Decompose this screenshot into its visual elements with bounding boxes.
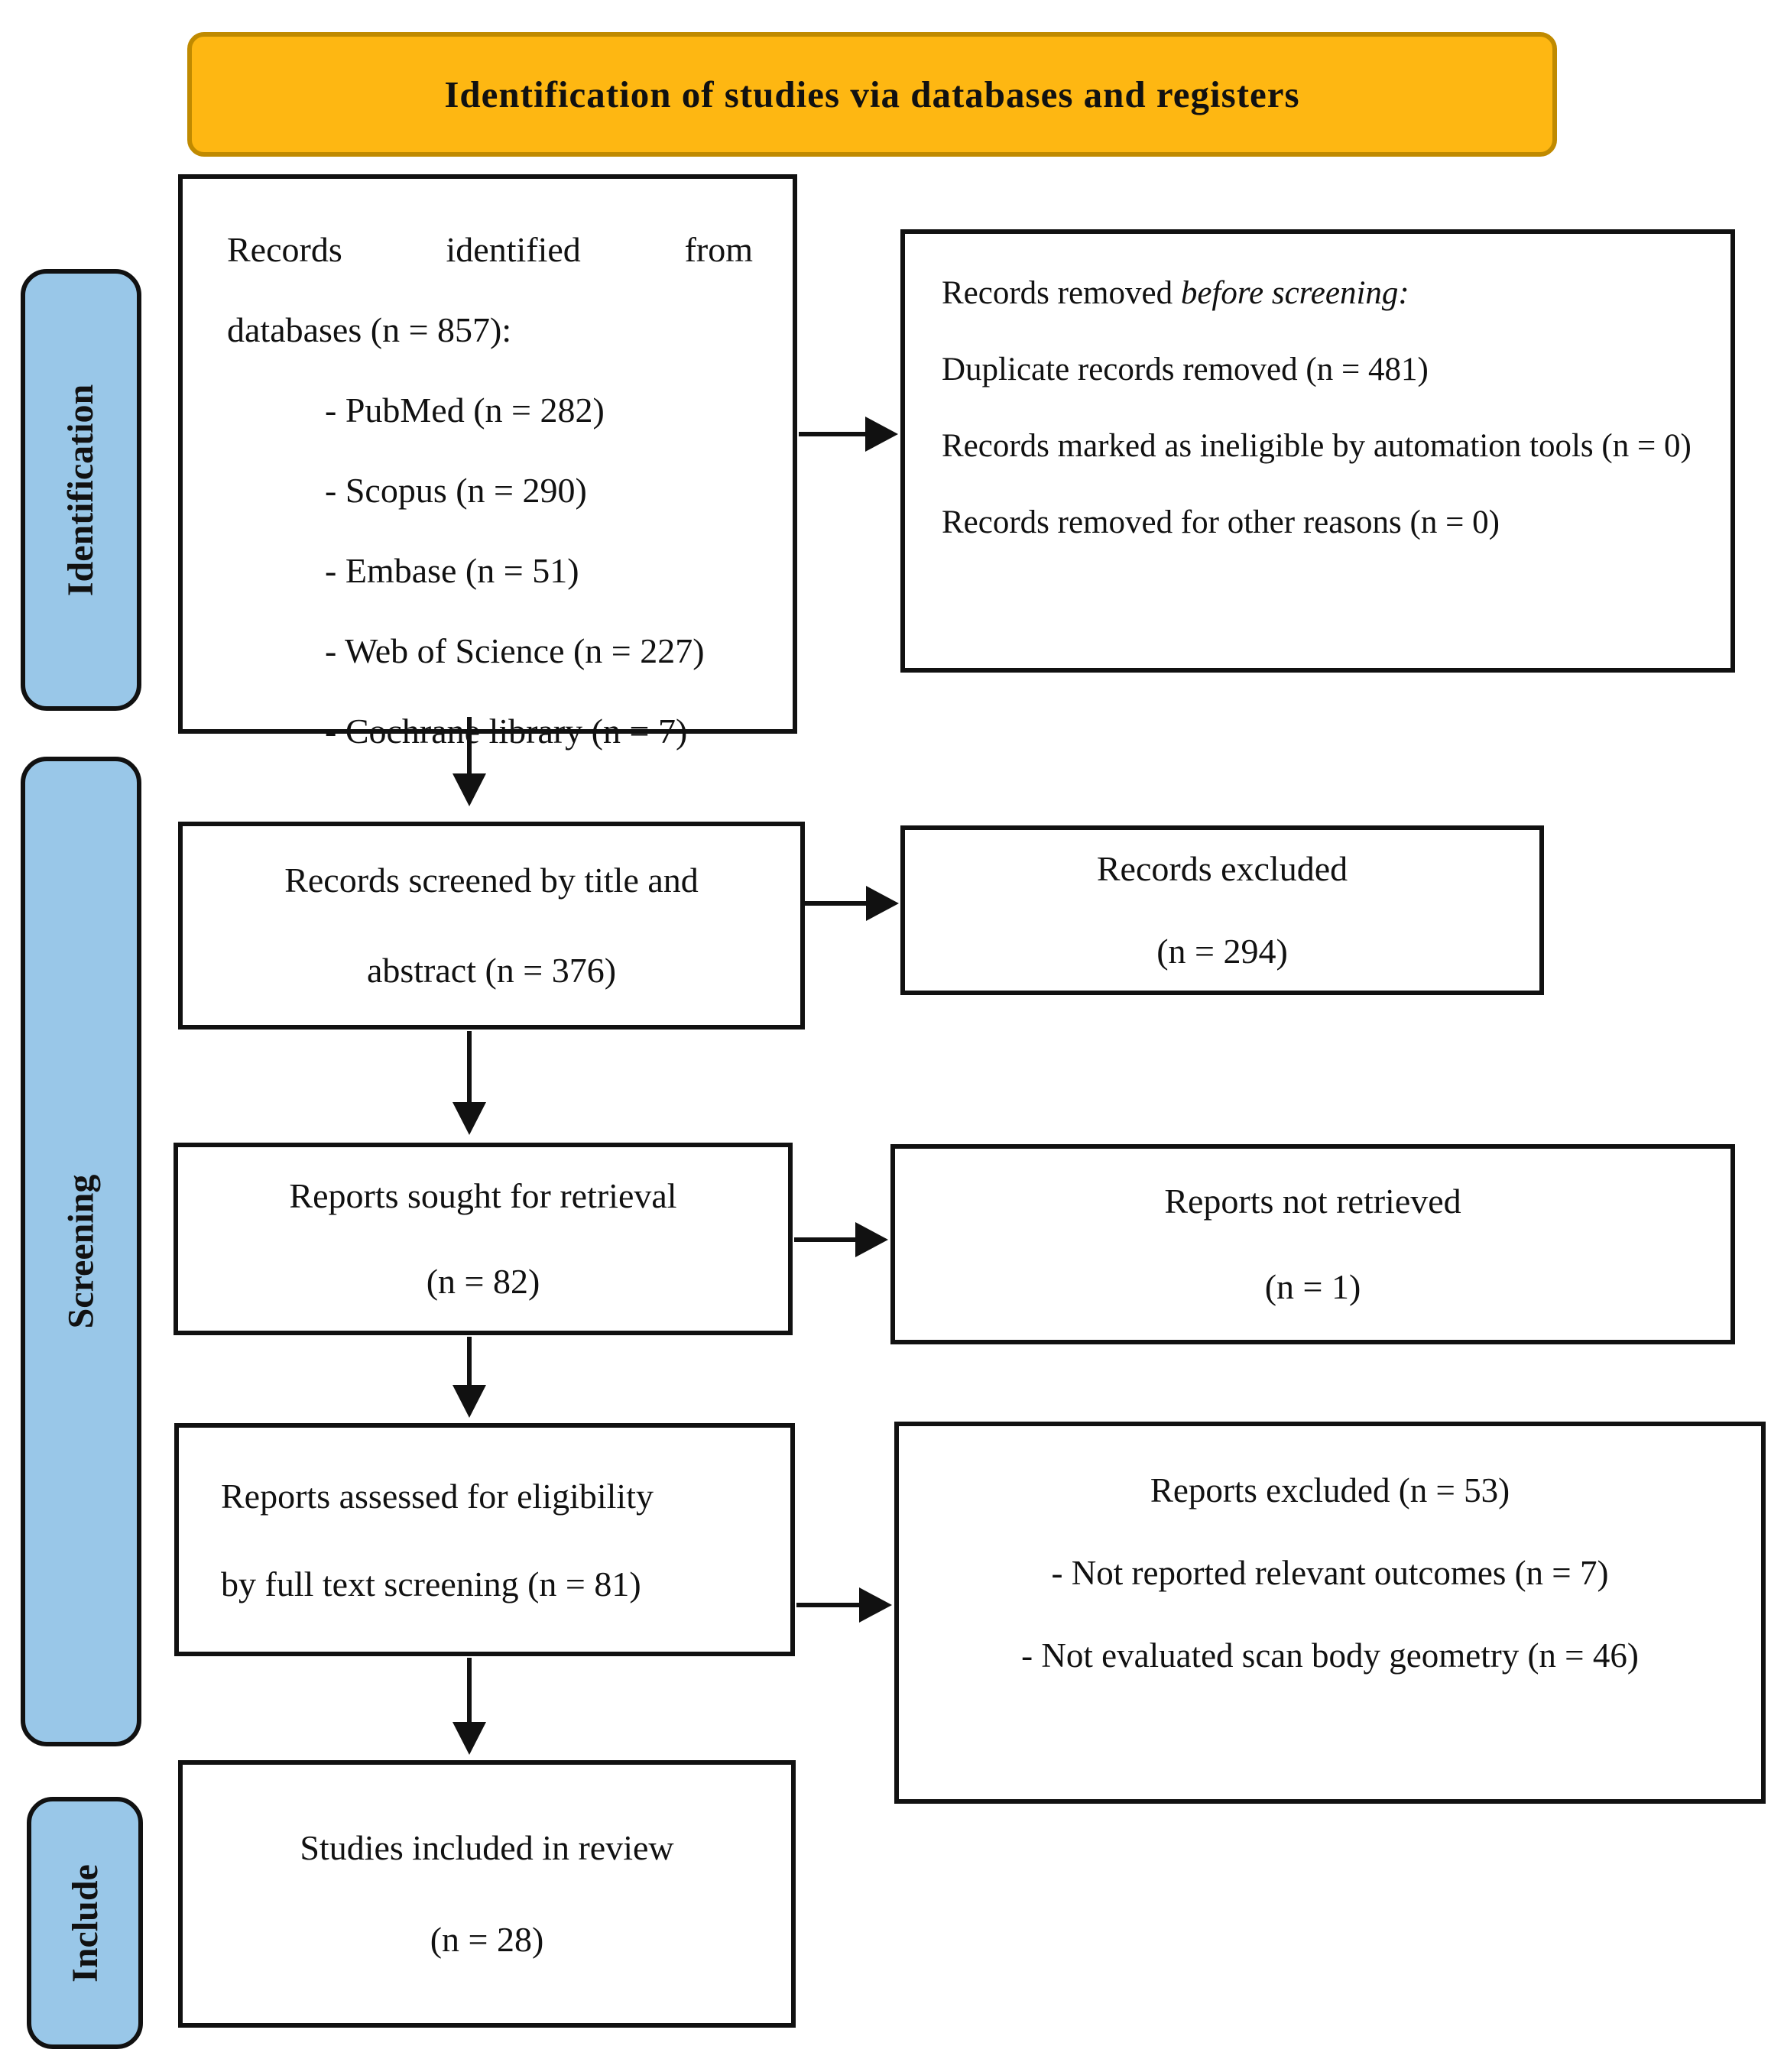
studies-included-line1: Studies included in review	[300, 1828, 674, 1867]
reports-not-retrieved-line2: (n = 1)	[1264, 1267, 1361, 1306]
reports-assessed-line1: Reports assessed for eligibility	[221, 1476, 654, 1516]
arrow-identified-to-screened-head	[452, 773, 486, 806]
box-reports-assessed-for-eligibility	[174, 1423, 795, 1656]
records-identified-line2: databases (n = 857):	[227, 310, 512, 349]
records-removed-automation: Records marked as ineligible by automation tools (n = 0)	[942, 428, 1692, 464]
records-removed-duplicates: Duplicate records removed (n = 481)	[942, 352, 1429, 387]
database-item-scopus: - Scopus (n = 290)	[325, 471, 587, 510]
reports-excluded-title: Reports excluded (n = 53)	[1150, 1471, 1510, 1509]
stage-label-include	[27, 1797, 143, 2049]
arrow-assessed-to-included-head	[452, 1722, 486, 1755]
box-records-identified	[178, 174, 797, 751]
box-reports-not-retrieved	[890, 1144, 1735, 1344]
stage-label-identification	[21, 269, 141, 711]
studies-included-line2: (n = 28)	[430, 1920, 544, 1959]
stage-label-screening-text: Screening	[60, 1174, 102, 1329]
records-excluded-line1: Records excluded	[1096, 849, 1348, 888]
records-screened-line1: Records screened by title and	[284, 861, 699, 900]
database-item-web-of-science: - Web of Science (n = 227)	[325, 631, 705, 670]
stage-label-identification-text: Identification	[60, 384, 102, 596]
reports-excluded-reason-outcomes: - Not reported relevant outcomes (n = 7)	[1051, 1554, 1609, 1592]
arrow-identified-to-removed-head	[865, 417, 898, 452]
records-removed-title-italic: before screening:	[1180, 275, 1409, 311]
box-reports-sought-for-retrieval	[174, 1143, 793, 1335]
records-removed-title	[942, 255, 1708, 332]
reports-assessed-line2: by full text screening (n = 81)	[221, 1564, 641, 1603]
box-studies-included-in-review	[178, 1760, 796, 2028]
records-excluded-line2: (n = 294)	[1156, 932, 1288, 971]
arrow-assessed-to-excluded-head	[859, 1587, 892, 1623]
arrow-screened-to-sought-head	[452, 1102, 486, 1135]
box-records-excluded	[900, 825, 1544, 995]
records-identified-line1: Records identified from	[227, 230, 753, 269]
arrow-screened-to-excluded-head	[866, 886, 899, 921]
reports-sought-line1: Reports sought for retrieval	[289, 1176, 677, 1215]
banner-identification-of-studies	[187, 32, 1557, 157]
reports-sought-line2: (n = 82)	[426, 1262, 540, 1301]
records-removed-title-prefix: Records removed	[942, 275, 1181, 311]
database-item-pubmed: - PubMed (n = 282)	[325, 391, 605, 430]
arrow-sought-to-not-retrieved-head	[855, 1222, 888, 1257]
reports-not-retrieved-line1: Reports not retrieved	[1164, 1182, 1461, 1221]
records-removed-other: Records removed for other reasons (n = 0)	[942, 504, 1500, 540]
box-reports-excluded	[894, 1422, 1766, 1804]
box-records-removed-before-screening	[900, 229, 1735, 673]
stage-label-screening	[21, 757, 141, 1746]
banner-title: Identification of studies via databases and registers	[444, 73, 1300, 115]
arrow-sought-to-assessed-head	[452, 1385, 486, 1418]
records-screened-line2: abstract (n = 376)	[366, 951, 617, 990]
stage-label-include-text: Include	[64, 1863, 105, 1983]
database-item-embase: - Embase (n = 51)	[325, 551, 579, 590]
database-item-cochrane: - Cochrane library (n = 7)	[325, 712, 688, 751]
box-records-screened	[178, 822, 805, 1030]
reports-excluded-reason-geometry: - Not evaluated scan body geometry (n = 46)	[1021, 1636, 1639, 1675]
